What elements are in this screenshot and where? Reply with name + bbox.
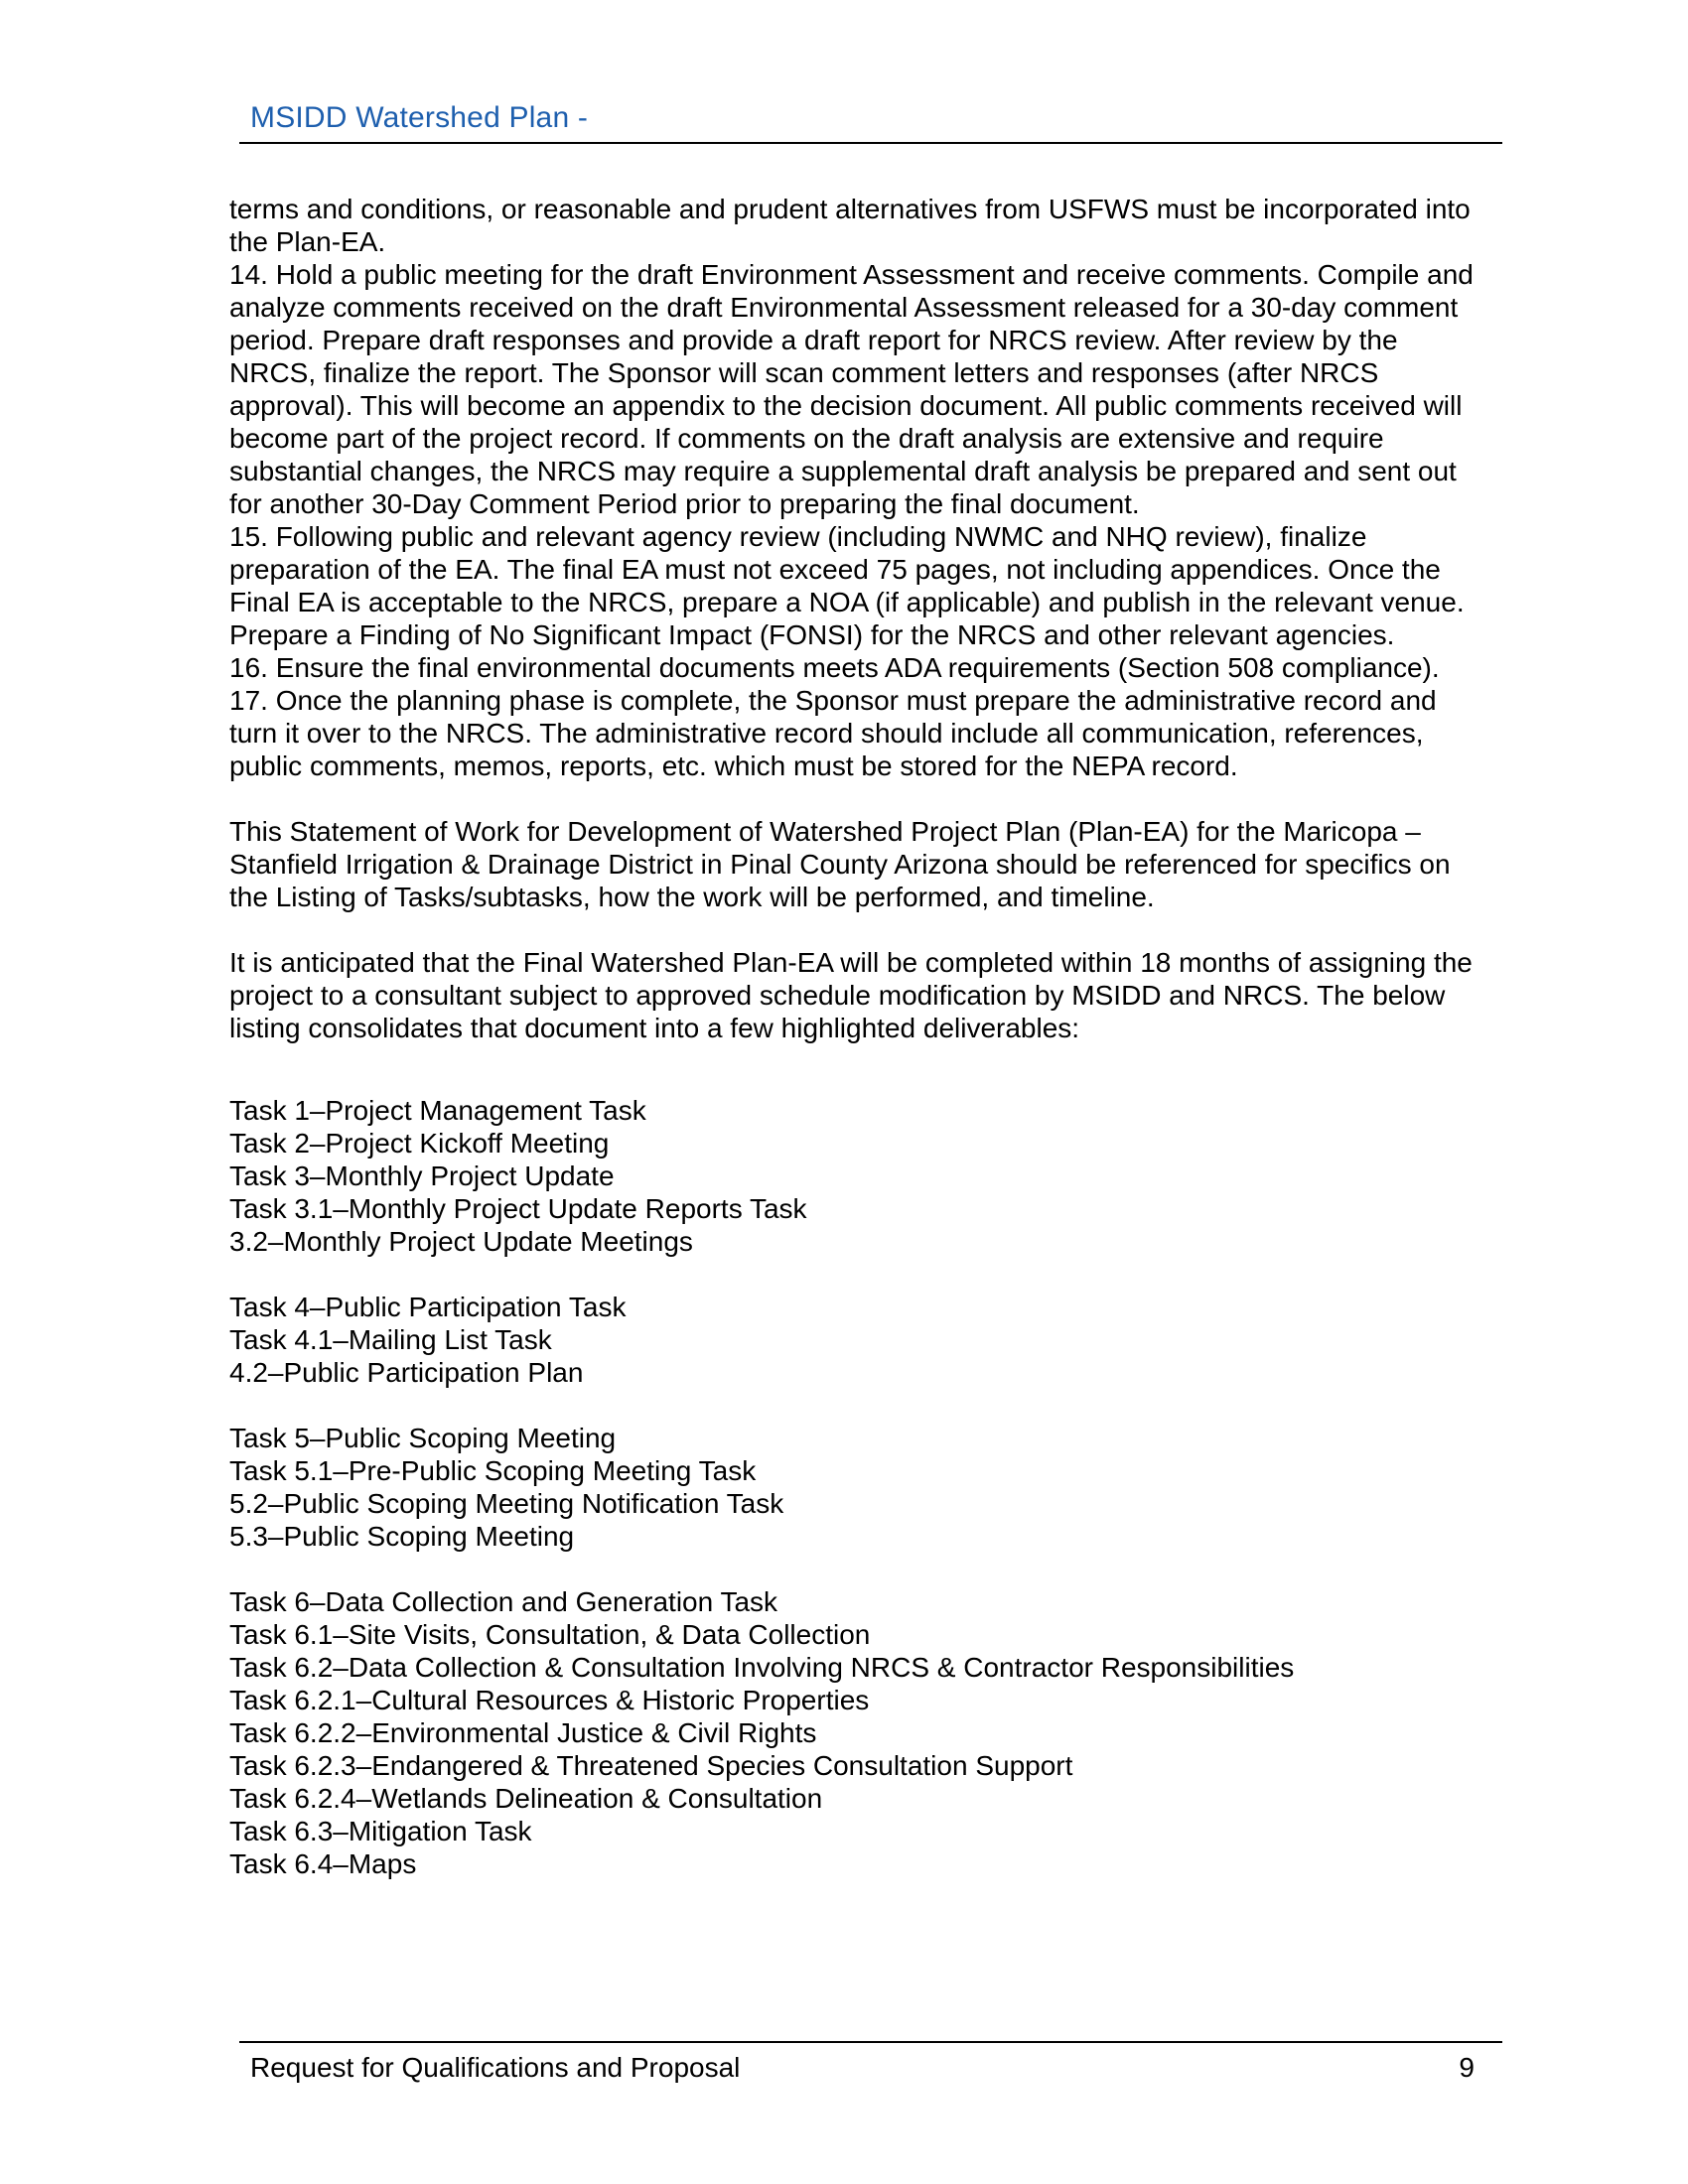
task-line-3: Task 3–Monthly Project Update (229, 1160, 615, 1191)
task-line-6-2-2: Task 6.2.2–Environmental Justice & Civil Rights (229, 1717, 817, 1748)
blank-line (229, 782, 1482, 815)
task-line-6-2: Task 6.2–Data Collection & Consultation Involving NRCS & Contractor Responsibilities (229, 1652, 1295, 1683)
task-line-1: Task 1–Project Management Task (229, 1095, 646, 1126)
task-line-6-2-3: Task 6.2.3–Endangered & Threatened Species Consultation Support (229, 1750, 1073, 1781)
task-line-5-1: Task 5.1–Pre-Public Scoping Meeting Task (229, 1455, 757, 1486)
header-divider (239, 142, 1502, 144)
blank-line (229, 1389, 1482, 1422)
paragraph-intro-continuation: terms and conditions, or reasonable and prudent alternatives from USFWS must be incorporated into the Plan-EA. (229, 194, 1471, 257)
task-line-3-2: 3.2–Monthly Project Update Meetings (229, 1226, 693, 1257)
task-line-6-2-4: Task 6.2.4–Wetlands Delineation & Consultation (229, 1783, 823, 1814)
task-line-5: Task 5–Public Scoping Meeting (229, 1423, 617, 1453)
task-group-public-scoping (229, 1422, 1482, 1553)
task-line-5-3: 5.3–Public Scoping Meeting (229, 1521, 575, 1552)
task-line-6-2-1: Task 6.2.1–Cultural Resources & Historic Properties (229, 1685, 870, 1715)
blank-line (229, 1553, 1482, 1585)
paragraph-item-16: 16. Ensure the final environmental documents meets ADA requirements (Section 508 compliance). (229, 652, 1440, 683)
paragraph-item-15: 15. Following public and relevant agency review (including NWMC and NHQ review), finalize preparation of the EA. The final EA must not exceed 75 pages, not including appendices. Once the Final EA is acceptable to the NRCS, prepare a NOA (if applicable) and publish in the relevant venue. Prepare a Finding of No Significant Impact (FONSI) for the NRCS and other relevant agencies. (229, 521, 1465, 650)
paragraph-item-14: 14. Hold a public meeting for the draft Environment Assessment and receive comments. Compile and analyze comments received on the draft Environmental Assessment released for a 30-day comment period. Prepare draft responses and provide a draft report for NRCS review. After review by the NRCS, finalize the report. The Sponsor will scan comment letters and responses (after NRCS approval). This will become an appendix to the decision document. All public comments received will become part of the project record. If comments on the draft analysis are extensive and require substantial changes, the NRCS may require a supplemental draft analysis be prepared and sent out for another 30-Day Comment Period prior to preparing the final document. (229, 259, 1474, 519)
task-group-data-collection (229, 1585, 1482, 1880)
footer-document-title: Request for Qualifications and Proposal (250, 2052, 741, 2083)
blank-line (229, 913, 1482, 946)
task-line-5-2: 5.2–Public Scoping Meeting Notification Task (229, 1488, 784, 1519)
task-group-project-management (229, 1094, 1482, 1258)
paragraph-item-17: 17. Once the planning phase is complete, the Sponsor must prepare the administrative record and turn it over to the NRCS. The administrative record should include all communication, references, public comments, memos, reports, etc. which must be stored for the NEPA record. (229, 685, 1437, 781)
page-footer (239, 2041, 1502, 2085)
footer-row (239, 2043, 1502, 2085)
task-line-6: Task 6–Data Collection and Generation Task (229, 1586, 778, 1617)
task-line-4-1: Task 4.1–Mailing List Task (229, 1324, 552, 1355)
page-header (239, 101, 1502, 144)
blank-line (229, 1044, 1482, 1094)
task-line-4: Task 4–Public Participation Task (229, 1292, 627, 1322)
task-group-public-participation (229, 1291, 1482, 1389)
task-line-4-2: 4.2–Public Participation Plan (229, 1357, 584, 1388)
page-number: 9 (1459, 2052, 1475, 2083)
paragraph-statement-of-work: This Statement of Work for Development of Watershed Project Plan (Plan-EA) for the Maricopa – Stanfield Irrigation & Drainage District in Pinal County Arizona should be referenced for specifics on the Listing of Tasks/subtasks, how the work will be performed, and timeline. (229, 816, 1451, 912)
task-line-6-3: Task 6.3–Mitigation Task (229, 1816, 532, 1846)
task-line-2: Task 2–Project Kickoff Meeting (229, 1128, 610, 1159)
paragraph-timeline: It is anticipated that the Final Watershed Plan-EA will be completed within 18 months of assigning the project to a consultant subject to approved schedule modification by MSIDD and NRCS. The below listing consolidates that document into a few highlighted deliverables: (229, 947, 1473, 1043)
document-title: MSIDD Watershed Plan - (250, 101, 589, 134)
task-line-6-4: Task 6.4–Maps (229, 1848, 417, 1879)
task-line-6-1: Task 6.1–Site Visits, Consultation, & Data Collection (229, 1619, 871, 1650)
blank-line (229, 1258, 1482, 1291)
document-body (229, 193, 1482, 1880)
task-line-3-1: Task 3.1–Monthly Project Update Reports Task (229, 1193, 807, 1224)
